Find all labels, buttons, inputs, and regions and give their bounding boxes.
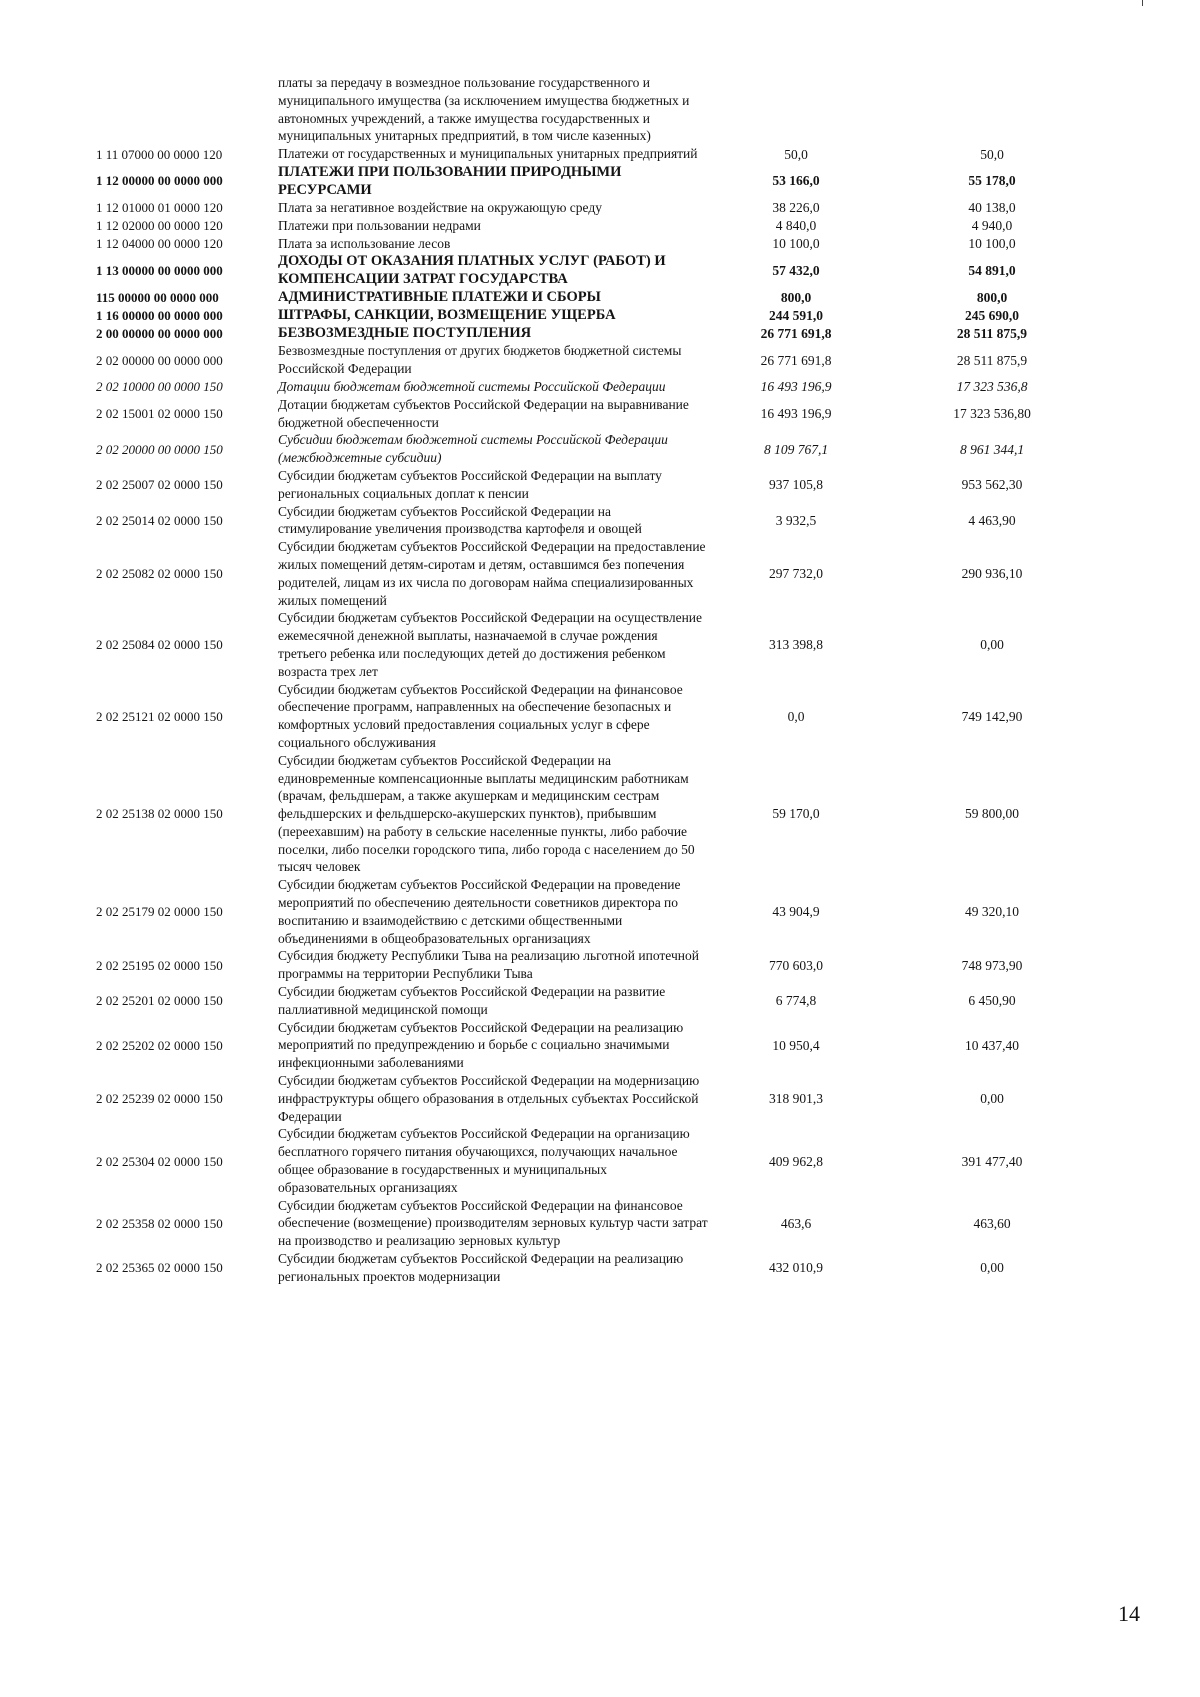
budget-code-cell: 1 12 01000 01 0000 120	[96, 200, 223, 216]
table-row	[0, 681, 1200, 752]
budget-code-cell: 2 00 00000 00 0000 000	[96, 325, 223, 341]
budget-code-cell: 2 02 25138 02 0000 150	[96, 806, 223, 822]
table-row	[0, 1019, 1200, 1072]
amount-year1-cell: 43 904,9	[772, 904, 820, 920]
revenue-name-cell: Субсидии бюджетам субъектов Российской Федерации на развитие паллиативной медицинской помощи	[278, 984, 666, 1017]
revenue-name-cell: Платежи от государственных и муниципальных унитарных предприятий	[278, 146, 698, 162]
table-row	[0, 1197, 1200, 1250]
revenue-name-cell: ПЛАТЕЖИ ПРИ ПОЛЬЗОВАНИИ ПРИРОДНЫМИ РЕСУРСАМИ	[278, 163, 622, 198]
table-row	[0, 876, 1200, 947]
budget-code-cell: 2 02 25121 02 0000 150	[96, 708, 223, 724]
amount-year2-cell: 290 936,10	[961, 566, 1023, 582]
amount-year2-cell: 4 940,0	[971, 218, 1013, 234]
budget-code-cell: 2 02 25358 02 0000 150	[96, 1215, 223, 1231]
table-row	[0, 538, 1200, 609]
budget-code-cell: 1 12 04000 00 0000 120	[96, 235, 223, 251]
table-row	[0, 983, 1200, 1019]
amount-year1-cell: 53 166,0	[772, 173, 820, 189]
revenue-name-cell: Субсидии бюджетам бюджетной системы Российской Федерации (межбюджетные субсидии)	[278, 432, 668, 466]
revenue-name-cell: Субсидии бюджетам субъектов Российской Федерации на финансовое обеспечение (возмещение) производителям зерновых культур части затрат на производство и реализацию зерновых культур	[278, 1197, 708, 1249]
scan-corner-mark	[1142, 0, 1143, 6]
budget-code-cell: 2 02 25007 02 0000 150	[96, 477, 223, 493]
amount-year2-cell: 4 463,90	[968, 512, 1016, 528]
budget-code-cell: 2 02 00000 00 0000 000	[96, 352, 223, 368]
revenue-name-cell: Дотации бюджетам субъектов Российской Федерации на выравнивание бюджетной обеспеченности	[278, 396, 689, 430]
amount-year2-cell: 6 450,90	[968, 993, 1016, 1009]
table-row	[0, 378, 1200, 396]
amount-year1-cell: 16 493 196,9	[760, 379, 832, 395]
table-row	[0, 342, 1200, 378]
amount-year1-cell: 0,0	[787, 708, 805, 724]
amount-year2-cell: 10 437,40	[965, 1037, 1019, 1053]
table-row	[0, 396, 1200, 432]
revenue-name-cell: Плата за использование лесов	[278, 235, 451, 251]
amount-year2-cell: 17 323 536,80	[953, 406, 1031, 422]
table-row	[0, 306, 1200, 324]
amount-year1-cell: 50,0	[784, 146, 808, 162]
table-row	[0, 235, 1200, 253]
amount-year1-cell: 16 493 196,9	[760, 406, 832, 422]
budget-code-cell: 2 02 25365 02 0000 150	[96, 1260, 223, 1276]
amount-year2-cell: 40 138,0	[968, 200, 1016, 216]
revenue-name-cell: ШТРАФЫ, САНКЦИИ, ВОЗМЕЩЕНИЕ УЩЕРБА	[278, 307, 616, 324]
table-row	[0, 503, 1200, 539]
table-row	[0, 252, 1200, 288]
revenue-name-cell: Плата за негативное воздействие на окружающую среду	[278, 199, 602, 215]
amount-year2-cell: 8 961 344,1	[959, 441, 1025, 457]
amount-year1-cell: 244 591,0	[769, 307, 823, 323]
budget-code-cell: 1 12 02000 00 0000 120	[96, 218, 223, 234]
budget-revenue-table	[0, 74, 1200, 1286]
amount-year2-cell: 54 891,0	[968, 262, 1016, 278]
amount-year2-cell: 245 690,0	[965, 307, 1019, 323]
amount-year1-cell: 463,6	[780, 1215, 812, 1231]
table-row	[0, 74, 1200, 145]
amount-year2-cell: 49 320,10	[965, 904, 1019, 920]
revenue-name-cell: Субсидии бюджетам субъектов Российской Федерации на реализацию региональных проектов модернизации	[278, 1251, 684, 1284]
amount-year2-cell: 10 100,0	[968, 235, 1016, 251]
revenue-name-cell: ДОХОДЫ ОТ ОКАЗАНИЯ ПЛАТНЫХ УСЛУГ (РАБОТ) И КОМПЕНСАЦИИ ЗАТРАТ ГОСУДАРСТВА	[278, 253, 666, 288]
amount-year2-cell: 28 511 875,9	[956, 352, 1028, 368]
table-row	[0, 1072, 1200, 1125]
budget-code-cell: 2 02 25239 02 0000 150	[96, 1091, 223, 1107]
amount-year2-cell: 50,0	[980, 146, 1004, 162]
amount-year2-cell: 55 178,0	[968, 173, 1016, 189]
amount-year1-cell: 313 398,8	[769, 637, 823, 653]
budget-code-cell: 2 02 25201 02 0000 150	[96, 993, 223, 1009]
table-row	[0, 431, 1200, 467]
budget-code-cell: 2 02 25014 02 0000 150	[96, 512, 223, 528]
budget-code-cell: 1 12 00000 00 0000 000	[96, 173, 223, 189]
revenue-name-cell: Субсидии бюджетам субъектов Российской Федерации на стимулирование увеличения производства картофеля и овощей	[278, 503, 642, 537]
amount-year1-cell: 6 774,8	[775, 993, 817, 1009]
amount-year1-cell: 26 771 691,8	[760, 325, 832, 341]
amount-year2-cell: 0,00	[980, 637, 1004, 653]
amount-year1-cell: 8 109 767,1	[763, 441, 829, 457]
amount-year2-cell: 28 511 875,9	[956, 325, 1028, 341]
page-number: 14	[1118, 1601, 1140, 1626]
amount-year2-cell: 463,60	[973, 1215, 1011, 1231]
amount-year1-cell: 10 100,0	[772, 235, 820, 251]
amount-year1-cell: 297 732,0	[769, 566, 823, 582]
revenue-name-cell: АДМИНИСТРАТИВНЫЕ ПЛАТЕЖИ И СБОРЫ	[278, 289, 601, 306]
amount-year2-cell: 0,00	[980, 1091, 1004, 1107]
amount-year1-cell: 59 170,0	[772, 806, 820, 822]
revenue-name-cell: Субсидия бюджету Республики Тыва на реализацию льготной ипотечной программы на территории Республики Тыва	[278, 948, 699, 982]
table-row	[0, 752, 1200, 877]
amount-year1-cell: 770 603,0	[769, 957, 823, 973]
amount-year2-cell: 748 973,90	[961, 957, 1023, 973]
revenue-name-cell: Дотации бюджетам бюджетной системы Российской Федерации	[278, 378, 666, 394]
revenue-name-cell: Субсидии бюджетам субъектов Российской Федерации на проведение мероприятий по обеспечению деятельности советников директора по воспитанию и взаимодействию с детскими общественными объединениями в общеобразовательных организациях	[278, 877, 681, 946]
table-row	[0, 288, 1200, 306]
table-row	[0, 1125, 1200, 1196]
budget-code-cell: 1 11 07000 00 0000 120	[96, 146, 223, 162]
revenue-name-cell: Субсидии бюджетам субъектов Российской Федерации на выплату региональных социальных доплат к пенсии	[278, 467, 662, 501]
budget-code-cell: 1 13 00000 00 0000 000	[96, 262, 223, 278]
amount-year2-cell: 800,0	[976, 289, 1008, 305]
budget-code-cell: 2 02 25304 02 0000 150	[96, 1153, 223, 1169]
amount-year1-cell: 4 840,0	[775, 218, 817, 234]
amount-year2-cell: 0,00	[980, 1260, 1004, 1276]
revenue-name-cell: Платежи при пользовании недрами	[278, 217, 481, 233]
table-row	[0, 163, 1200, 199]
amount-year2-cell: 17 323 536,8	[956, 379, 1028, 395]
revenue-name-cell: Субсидии бюджетам субъектов Российской Федерации на предоставление жилых помещений детям-сиротам и детям, оставшимся без попечения родителей, лицам из их числа по договорам найма специализированных жилых помещений	[278, 539, 706, 608]
amount-year1-cell: 10 950,4	[772, 1037, 820, 1053]
amount-year1-cell: 26 771 691,8	[760, 352, 832, 368]
revenue-name-cell: Субсидии бюджетам субъектов Российской Федерации на единовременные компенсационные выплаты медицинским работникам (врачам, фельдшерам, а также акушеркам и медицинским сестрам фельдшерских и фельдшерско-акушерских пунктов), прибывшим (переехавшим) на работу в сельские населенные пункты, либо рабочие поселки, либо поселки городского типа, либо города с населением до 50 тысяч человек	[278, 752, 695, 875]
budget-code-cell: 2 02 10000 00 0000 150	[96, 379, 223, 395]
table-row	[0, 217, 1200, 235]
table-row	[0, 145, 1200, 163]
revenue-name-cell: Субсидии бюджетам субъектов Российской Федерации на модернизацию инфраструктуры общего образования в отдельных субъектах Российской Федерации	[278, 1073, 700, 1124]
budget-code-cell: 2 02 25195 02 0000 150	[96, 957, 223, 973]
amount-year1-cell: 57 432,0	[772, 262, 820, 278]
amount-year1-cell: 800,0	[780, 289, 812, 305]
amount-year1-cell: 409 962,8	[769, 1153, 823, 1169]
amount-year2-cell: 391 477,40	[961, 1153, 1023, 1169]
budget-code-cell: 2 02 15001 02 0000 150	[96, 406, 223, 422]
table-row	[0, 467, 1200, 503]
amount-year2-cell: 749 142,90	[961, 708, 1023, 724]
table-row	[0, 324, 1200, 342]
budget-code-cell: 2 02 20000 00 0000 150	[96, 441, 223, 457]
revenue-name-cell: платы за передачу в возмездное пользование государственного и муниципального имущества (за исключением имущества бюджетных и автономных учреждений, а также имущества государственных и муниципальных унитарных предприятий, в том числе казенных)	[278, 75, 690, 144]
revenue-name-cell: Субсидии бюджетам субъектов Российской Федерации на финансовое обеспечение программ, направленных на обеспечение безопасных и комфортных условий предоставления социальных услуг в сфере социального обслуживания	[278, 681, 683, 750]
amount-year2-cell: 59 800,00	[965, 806, 1019, 822]
amount-year1-cell: 318 901,3	[769, 1091, 823, 1107]
amount-year1-cell: 432 010,9	[769, 1260, 823, 1276]
revenue-name-cell: Субсидии бюджетам субъектов Российской Федерации на осуществление ежемесячной денежной выплаты, назначаемой в случае рождения третьего ребенка или последующих детей до достижения ребенком возраста трех лет	[278, 610, 703, 679]
revenue-name-cell: Безвозмездные поступления от других бюджетов бюджетной системы Российской Федерации	[278, 343, 682, 377]
table-row	[0, 947, 1200, 983]
budget-code-cell: 2 02 25082 02 0000 150	[96, 566, 223, 582]
budget-code-cell: 2 02 25179 02 0000 150	[96, 904, 223, 920]
table-row	[0, 609, 1200, 680]
budget-code-cell: 115 00000 00 0000 000	[96, 289, 219, 305]
table-row	[0, 199, 1200, 217]
amount-year1-cell: 38 226,0	[772, 200, 820, 216]
budget-code-cell: 1 16 00000 00 0000 000	[96, 307, 223, 323]
table-row	[0, 1250, 1200, 1286]
amount-year1-cell: 3 932,5	[775, 512, 817, 528]
amount-year1-cell: 937 105,8	[769, 477, 823, 493]
revenue-name-cell: Субсидии бюджетам субъектов Российской Федерации на организацию бесплатного горячего питания обучающихся, получающих начальное общее образование в государственных и муниципальных образовательных организациях	[278, 1126, 690, 1195]
budget-code-cell: 2 02 25084 02 0000 150	[96, 637, 223, 653]
revenue-name-cell: БЕЗВОЗМЕЗДНЫЕ ПОСТУПЛЕНИЯ	[278, 325, 532, 342]
revenue-name-cell: Субсидии бюджетам субъектов Российской Федерации на реализацию мероприятий по предупреждению и борьбе с социально значимыми инфекционными заболеваниями	[278, 1019, 684, 1071]
amount-year2-cell: 953 562,30	[961, 477, 1023, 493]
budget-code-cell: 2 02 25202 02 0000 150	[96, 1037, 223, 1053]
